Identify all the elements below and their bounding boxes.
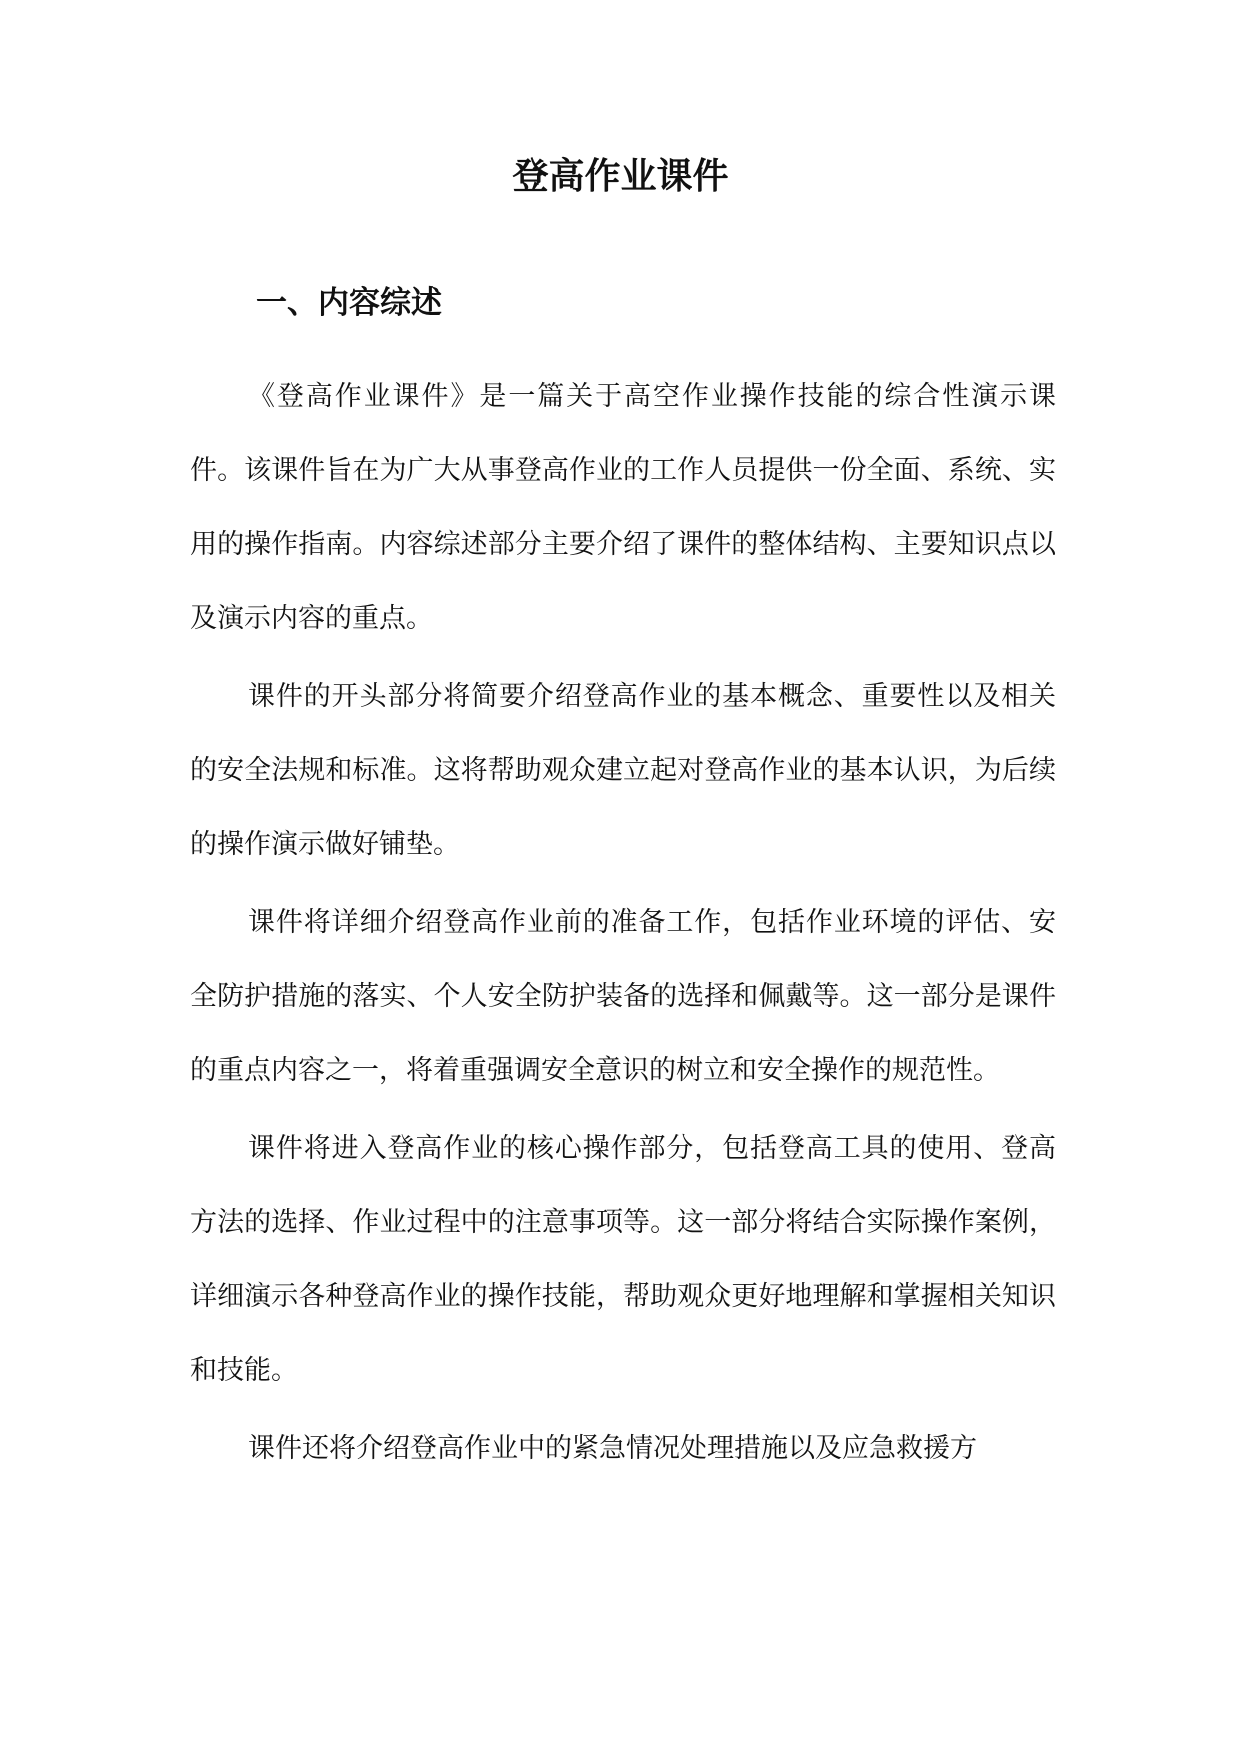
section-heading: 一、内容综述 (256, 285, 442, 321)
paragraph-5: 课件还将介绍登高作业中的紧急情况处理措施以及应急救援方 (248, 1433, 977, 1464)
body-text (190, 360, 1056, 1490)
paragraph-2: 课件的开头部分将简要介绍登高作业的基本概念、重要性以及相关的安全法规和标准。这将帮助观众建立起对登高作业的基本认识，为后续的操作演示做好铺垫。 (190, 681, 1056, 860)
paragraph-3: 课件将详细介绍登高作业前的准备工作，包括作业环境的评估、安全防护措施的落实、个人安全防护装备的选择和佩戴等。这一部分是课件的重点内容之一，将着重强调安全意识的树立和安全操作的规范性。 (190, 907, 1056, 1086)
document-title: 登高作业课件 (512, 156, 729, 197)
paragraph-4: 课件将进入登高作业的核心操作部分，包括登高工具的使用、登高方法的选择、作业过程中的注意事项等。这一部分将结合实际操作案例，详细演示各种登高作业的操作技能，帮助观众更好地理解和掌握相关知识和技能。 (190, 1133, 1056, 1386)
paragraph-1: 《登高作业课件》是一篇关于高空作业操作技能的综合性演示课件。该课件旨在为广大从事登高作业的工作人员提供一份全面、系统、实用的操作指南。内容综述部分主要介绍了课件的整体结构、主要知识点以及演示内容的重点。 (190, 381, 1056, 634)
